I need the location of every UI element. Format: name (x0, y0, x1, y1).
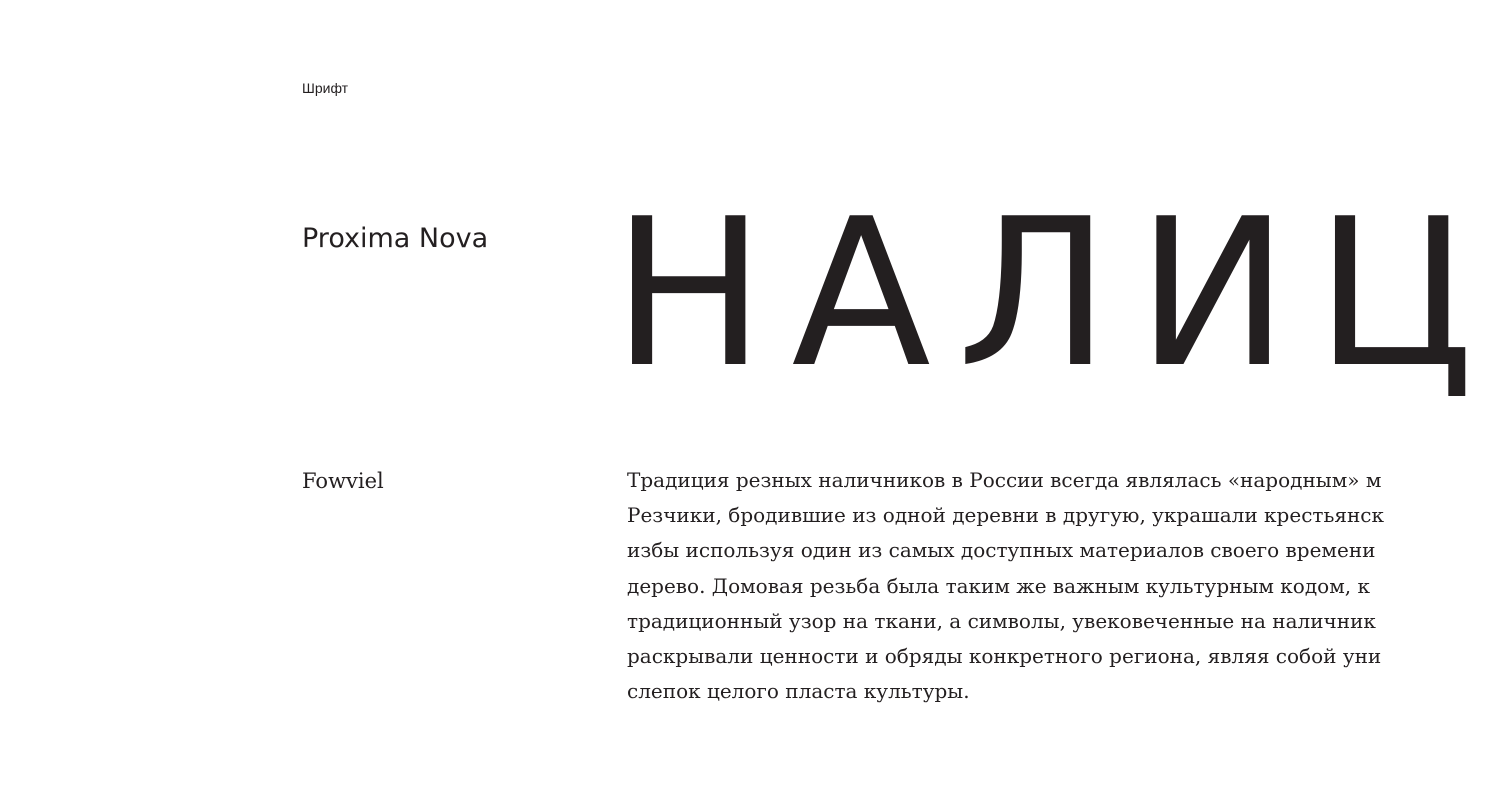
sample-paragraph-line: слепок целого пласта культуры. (627, 679, 970, 704)
text-font-name: Fowviel (302, 469, 384, 493)
sample-paragraph-line: раскрывали ценности и обряды конкретного региона, являя собой уни (627, 644, 1382, 669)
sample-paragraph-line: Традиция резных наличников в России всегда являлась «народным» м (627, 468, 1382, 492)
display-font-sample: НАЛИЦ (612, 176, 1499, 413)
sample-paragraph-line: традиционный узор на ткани, а символы, увековеченные на наличник (627, 608, 1376, 633)
section-label: Шрифт (302, 80, 349, 96)
sample-paragraph-line: дерево. Домовая резьба была таким же важным культурным кодом, к (627, 573, 1370, 598)
sample-paragraph-line: избы используя один из самых доступных материалов своего времени (627, 538, 1376, 563)
sample-paragraph-line: Резчики, бродившие из одной деревни в другую, украшали крестьянск (627, 503, 1385, 528)
display-font-name: Proxima Nova (302, 223, 489, 254)
sample-paragraph (627, 463, 1400, 763)
